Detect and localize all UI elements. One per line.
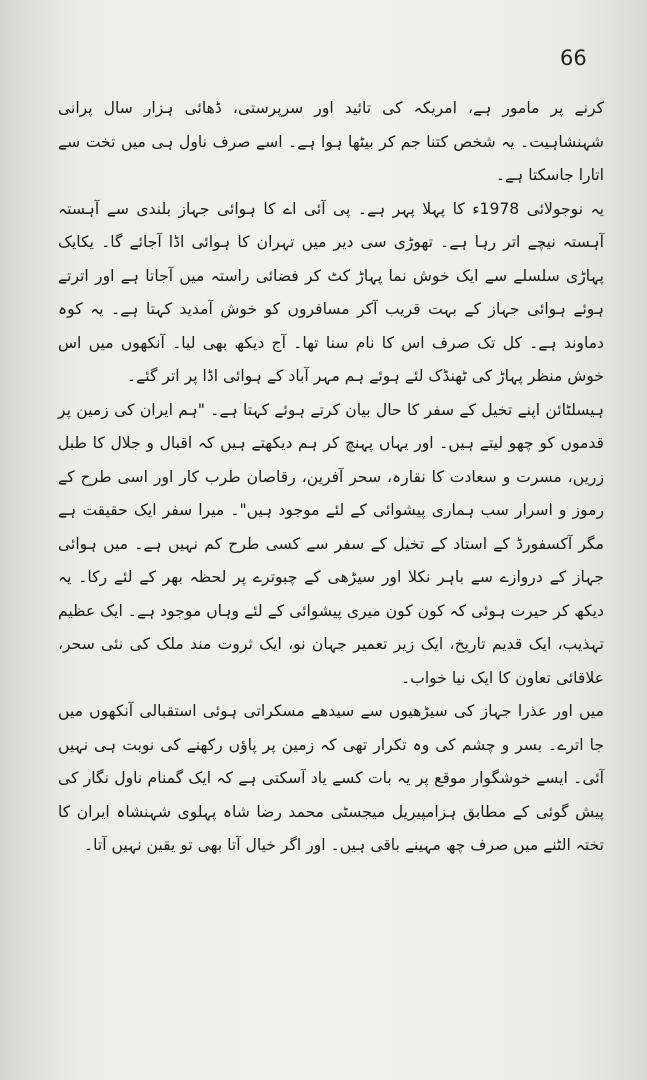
paragraph-1: کرنے پر مامور ہے، امریکہ کی تائید اور سرپرستی، ڈھائی ہزار سال پرانی شہنشاہیت۔ یہ شخص کتنا جم کر بیٹھا ہوا ہے۔ اسے صرف ناول ہی میں تخت سے اتارا جاسکتا ہے۔ [58,99,604,184]
page-number: 66 [560,46,587,70]
urdu-text-block [58,92,604,863]
paragraph-4: میں اور عذرا جہاز کی سیڑھیوں سے سیدھے مسکراتی ہوئی استقبالی آنکھوں میں جا اترے۔ بسر و چشم کی وہ تکرار تھی کہ زمین پر پاؤں رکھنے کی نوبت ہی نہیں آئی۔ ایسے خوشگوار موقع پر یہ بات کسے یاد آسکتی ہے کہ ایک گمنام ناول نگار کی پیش گوئی کے مطابق ہزامپیریل میجسٹی محمد رضا شاہ پہلوی شہنشاہ ایران کا تختہ الٹنے میں صرف چھ مہینے باقی ہیں۔ اور اگر خیال آتا بھی تو یقین نہیں آتا۔ [58,702,604,854]
paragraph-3: ہیسلٹائن اپنے تخیل کے سفر کا حال بیان کرتے ہوئے کہتا ہے۔ "ہم ایران کی زمین پر قدموں کو چھو لیتے ہیں۔ اور یہاں پہنچ کر ہم دیکھتے ہیں کہ اقبال و جلال کا طبل زریں، مسرت و سعادت کا نقارہ، سحر آفرین، رقاصان طرب کار اور اسی طرح کے رموز و اسرار سب ہماری پیشوائی کے لئے موجود ہیں"۔ میرا سفر ایک حقیقت ہے مگر آکسفورڈ کے استاد کے تخیل کے سفر سے کسی طرح کم نہیں ہے۔ میں ہوائی جہاز کے دروازے سے باہر نکلا اور سیڑھی کے چبوترے پر لحظہ بھر کے لئے رکا۔ یہ دیکھ کر حیرت ہوئی کہ کون کون میری پیشوائی کے لئے وہاں موجود ہے۔ ایک عظیم تہذیب، ایک قدیم تاریخ، ایک زیر تعمیر جہان نو، ایک ثروت مند ملک کی نئی سحر، علاقائی تعاون کا ایک نیا خواب۔ [58,400,604,687]
paragraph-2: یہ نوجولائی 1978ء کا پہلا پہر ہے۔ پی آئی اے کا ہوائی جہاز بلندی سے آہستہ آہستہ نیچے اتر رہا ہے۔ تھوڑی سی دیر میں تہران کا ہوائی اڈا آجائے گا۔ یکایک پہاڑی سلسلے سے ایک خوش نما پہاڑ کٹ کر فضائی راستہ میں آجاتا ہے اور اترتے ہوئے ہوائی جہاز کے بہت قریب آکر مسافروں کو خوش آمدید کہتا ہے۔ یہ کوہ دماوند ہے۔ کل تک صرف اس کا نام سنا تھا۔ آج دیکھ بھی لیا۔ آنکھوں میں اس خوش منظر پہاڑ کی ٹھنڈک لئے ہوئے ہم مہر آباد کے ہوائی اڈا پر اتر گئے۔ [58,199,604,385]
